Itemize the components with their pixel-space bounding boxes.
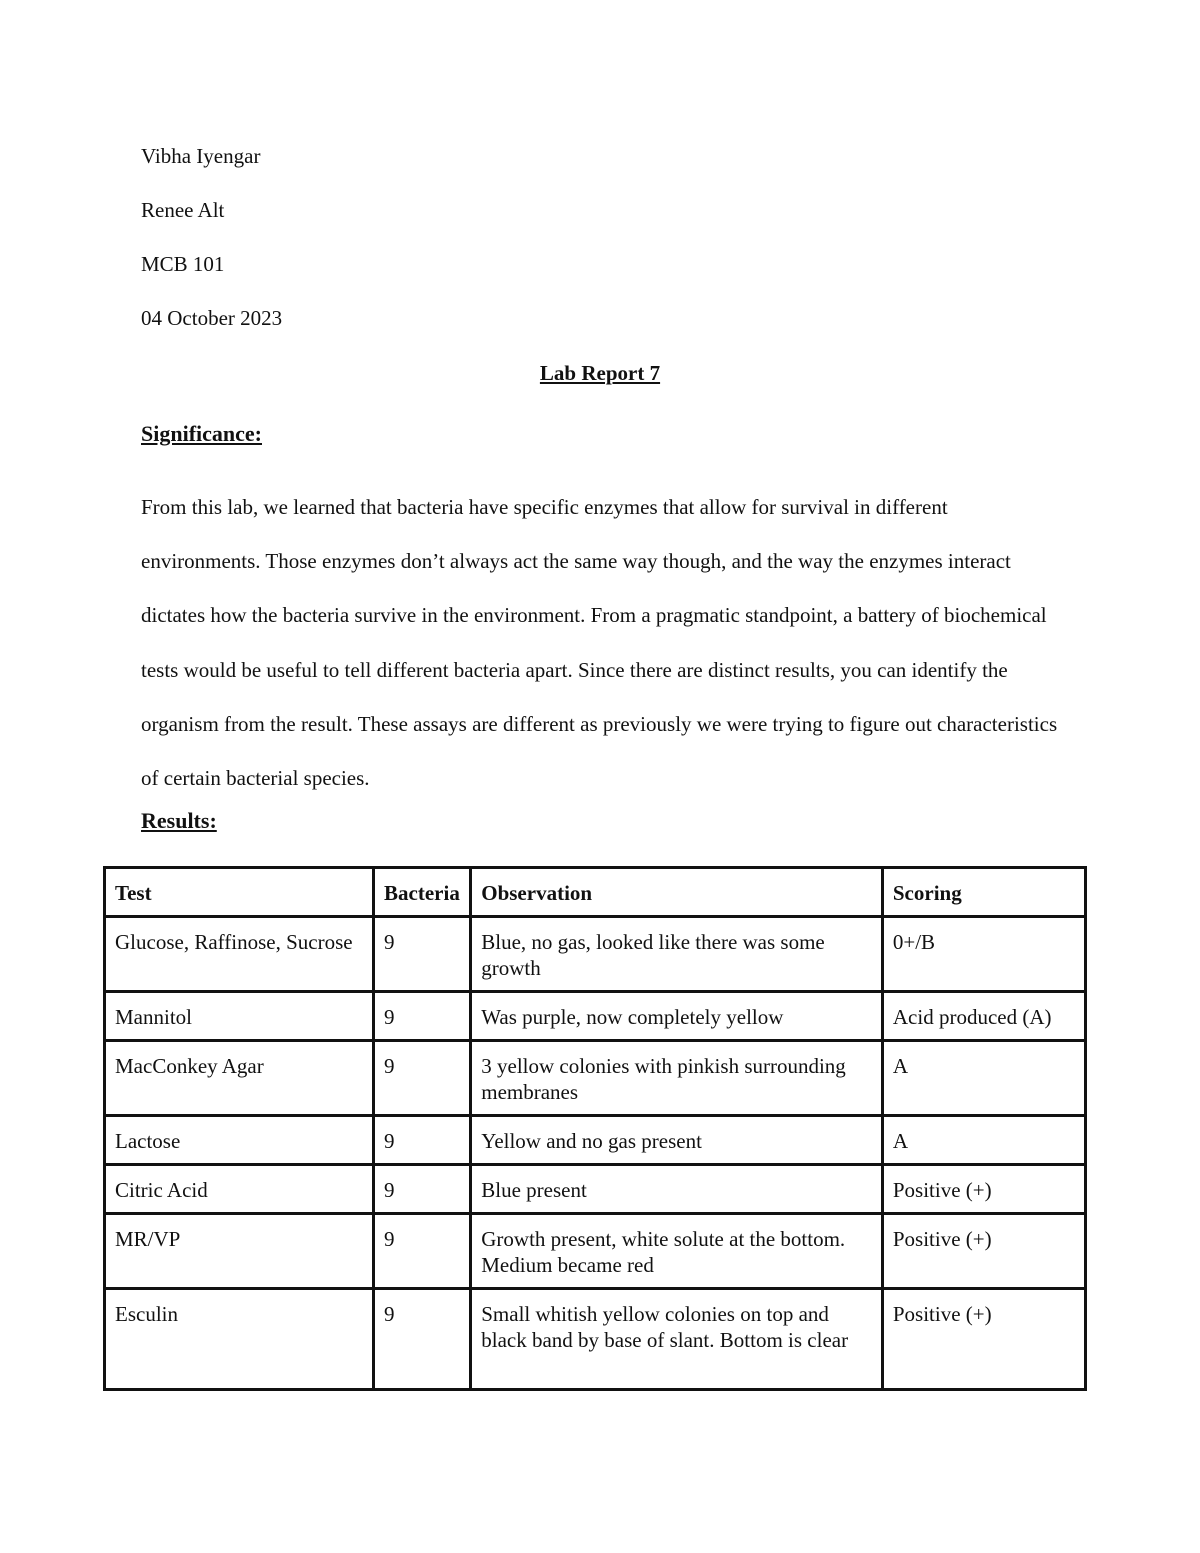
observation-cell: Was purple, now completely yellow bbox=[471, 992, 883, 1041]
scoring-cell: Positive (+) bbox=[882, 1289, 1085, 1390]
observation-cell: Blue, no gas, looked like there was some growth bbox=[471, 917, 883, 992]
table-row bbox=[105, 1289, 1086, 1390]
bacteria-cell: 9 bbox=[374, 1289, 471, 1390]
table-row bbox=[105, 992, 1086, 1041]
scoring-cell: A bbox=[882, 1041, 1085, 1116]
bacteria-cell: 9 bbox=[374, 992, 471, 1041]
significance-heading: Significance: bbox=[141, 421, 262, 446]
results-heading: Results: bbox=[141, 808, 217, 833]
test-cell: Lactose bbox=[105, 1116, 374, 1165]
observation-cell: Growth present, white solute at the bottom. Medium became red bbox=[471, 1214, 883, 1289]
instructor-name: Renee Alt bbox=[141, 198, 225, 222]
scoring-cell: Positive (+) bbox=[882, 1165, 1085, 1214]
student-name: Vibha Iyengar bbox=[141, 144, 261, 168]
significance-paragraph: From this lab, we learned that bacteria have specific enzymes that allow for survival in different environments. Those enzymes don’t always act the same way though, and the way the enzymes interact dictates how the bacteria survive in the environment. From a pragmatic standpoint, a battery of biochemical tests would be useful to tell different bacteria apart. Since there are distinct results, you can identify the organism from the result. These assays are different as previously we were trying to figure out characteristics of certain bacterial species. bbox=[141, 495, 1058, 791]
test-cell: Citric Acid bbox=[105, 1165, 374, 1214]
bacteria-cell: 9 bbox=[374, 917, 471, 992]
report-date: 04 October 2023 bbox=[141, 306, 283, 330]
table-row bbox=[105, 1214, 1086, 1289]
observation-cell: 3 yellow colonies with pinkish surrounding membranes bbox=[471, 1041, 883, 1116]
scoring-cell: A bbox=[882, 1116, 1085, 1165]
test-cell: Esculin bbox=[105, 1289, 374, 1390]
course-code: MCB 101 bbox=[141, 252, 225, 276]
bacteria-cell: 9 bbox=[374, 1214, 471, 1289]
report-title: Lab Report 7 bbox=[539, 361, 661, 385]
table-row bbox=[105, 1041, 1086, 1116]
test-cell: MacConkey Agar bbox=[105, 1041, 374, 1116]
results-table bbox=[103, 866, 1087, 1391]
scoring-cell: 0+/B bbox=[882, 917, 1085, 992]
test-cell: MR/VP bbox=[105, 1214, 374, 1289]
column-header-observation: Observation bbox=[471, 868, 883, 917]
bacteria-cell: 9 bbox=[374, 1165, 471, 1214]
test-cell: Mannitol bbox=[105, 992, 374, 1041]
scoring-cell: Positive (+) bbox=[882, 1214, 1085, 1289]
column-header-scoring: Scoring bbox=[882, 868, 1085, 917]
test-cell: Glucose, Raffinose, Sucrose bbox=[105, 917, 374, 992]
observation-cell: Blue present bbox=[471, 1165, 883, 1214]
column-header-bacteria: Bacteria bbox=[374, 868, 471, 917]
bacteria-cell: 9 bbox=[374, 1116, 471, 1165]
table-row bbox=[105, 1165, 1086, 1214]
observation-cell: Small whitish yellow colonies on top and black band by base of slant. Bottom is clear bbox=[471, 1289, 883, 1390]
observation-cell: Yellow and no gas present bbox=[471, 1116, 883, 1165]
bacteria-cell: 9 bbox=[374, 1041, 471, 1116]
table-header-row bbox=[105, 868, 1086, 917]
table-row bbox=[105, 1116, 1086, 1165]
column-header-test: Test bbox=[105, 868, 374, 917]
scoring-cell: Acid produced (A) bbox=[882, 992, 1085, 1041]
table-row bbox=[105, 917, 1086, 992]
